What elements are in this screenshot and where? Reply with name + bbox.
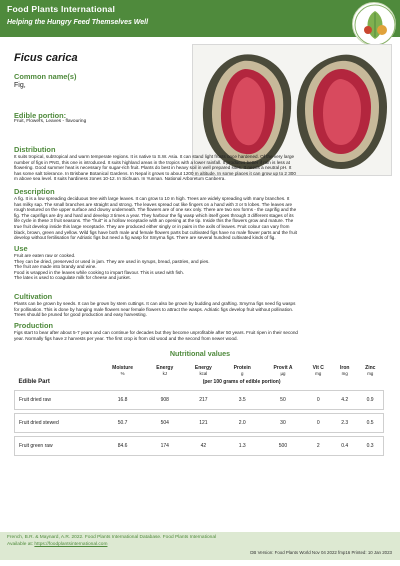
description-line: develop without fertilisation for Adriatic figs but need a fig wasp for Smyrna figs. There are several hundred cultivated kinds of fig.	[14, 235, 276, 241]
value-cell: 2.3	[332, 413, 357, 432]
col-header	[100, 364, 146, 378]
col-header	[223, 364, 262, 378]
description-line: has milky sap. The small branches are straight and strong. The leaves spread out like fingers on a hand with 3 or 5 lobes. The leaves are	[14, 201, 293, 207]
col-name: Protein	[233, 365, 251, 371]
col-unit: g	[240, 371, 244, 376]
col-name: Zinc	[365, 365, 376, 371]
fpi-logo	[352, 2, 396, 46]
col-name: Iron	[339, 365, 350, 371]
col-unit: mg	[341, 371, 348, 376]
cultivation-line: Plants can be grown by seeds. It can be grown by stem cuttings. It can also be grown by budding and grafting. Smyrna figs need fig wasps	[14, 301, 296, 306]
edible-part-cell: Fruit dried stewed	[15, 413, 100, 432]
organization-name: Food Plants International	[7, 4, 116, 14]
use-line: Food is wrapped in the leaves while cooking to impart flavour. This is used with fish.	[14, 269, 184, 275]
distribution-heading: Distribution	[14, 145, 56, 154]
description-line: A fig. It is a low spreading deciduous tree with large leaves. It can grow to 10 m high. Trees are widely spreading with many branches. It	[14, 196, 290, 201]
fig-half-right	[297, 55, 387, 169]
col-header	[332, 364, 357, 378]
value-cell: 0	[304, 413, 332, 432]
distribution-line: flowering. Good summer heat is necessary for sugar-rich fruit. Plants do best in heavy soil in well prepared sites. It needs a neutral pH. It	[14, 165, 292, 171]
edible-part-cell: Fruit dried raw	[15, 390, 100, 409]
value-cell: 121	[184, 413, 223, 432]
value-cell: 3.5	[223, 390, 262, 409]
table-row	[15, 436, 384, 455]
use-line: The fruit are made into brandy and wine.	[14, 264, 97, 270]
nutrition-title: Nutritional values	[169, 349, 231, 358]
col-header	[357, 364, 383, 378]
use-line: The latex is used to coagulate milk for cheese and junket.	[14, 275, 131, 281]
col-header	[145, 364, 184, 378]
page-footer	[0, 532, 400, 560]
description-text	[14, 196, 390, 241]
value-cell: 2.0	[223, 413, 262, 432]
value-cell: 16.8	[100, 390, 146, 409]
website-link[interactable]: https://foodplantsinternational.com	[34, 542, 108, 547]
edible-portion-heading: Edible portion:	[14, 111, 67, 120]
value-cell: 0.9	[357, 390, 383, 409]
plant-name: Ficus carica	[14, 52, 78, 64]
value-cell: 0.3	[357, 436, 383, 455]
tagline: Helping the Hungry Feed Themselves Well	[7, 19, 149, 26]
col-unit: kJ	[162, 371, 167, 376]
cultivation-heading: Cultivation	[14, 292, 53, 301]
cultivation-text	[14, 301, 390, 318]
col-header	[304, 364, 332, 378]
col-unit: %	[120, 371, 125, 376]
common-names-heading: Common name(s)	[14, 72, 77, 81]
value-cell: 30	[262, 413, 304, 432]
value-cell: 908	[145, 390, 184, 409]
distribution-text	[14, 154, 390, 182]
col-unit: mg	[315, 371, 322, 376]
value-cell: 504	[145, 413, 184, 432]
distribution-line: It suits tropical, subtropical and warm temperate regions. It is native to S.W. Asia. It can stand light frosts once hardened. Of the very large	[14, 154, 295, 159]
distribution-line: has some salt tolerance. In Brisbane Botanical Gardens. In Nepal it grows to about 1200 m altitude. In some places it can grow up to 2 300	[14, 170, 296, 176]
availability	[7, 542, 107, 547]
col-name: Vit C	[312, 365, 324, 371]
col-unit: kcal	[199, 371, 208, 376]
value-cell: 0.4	[332, 436, 357, 455]
table-row	[15, 390, 384, 409]
nutrition-table	[14, 364, 384, 456]
edible-part-cell: Fruit green raw	[15, 436, 100, 455]
cultivation-line: Trees should be pruned for good production and easy harvesting.	[14, 312, 147, 318]
col-header	[262, 364, 304, 378]
distribution-line: number of figs in PNG, this one is introduced. It suits highland areas in the tropics with a lower rainfall. It produces better if rain is less at	[14, 159, 291, 165]
use-heading: Use	[14, 244, 28, 253]
value-cell: 174	[145, 436, 184, 455]
value-cell: 1.3	[223, 436, 262, 455]
edible-part-header: Edible Part	[18, 379, 50, 385]
use-text	[14, 253, 390, 281]
value-cell: 0	[304, 390, 332, 409]
col-unit: mg	[367, 371, 374, 376]
value-cell: 84.6	[100, 436, 146, 455]
col-header	[184, 364, 223, 378]
description-line: black, brown, green and yellow. Wild figs have both male and female flowers parts but cultivated figs have no male flower parts and the fruit	[14, 229, 297, 235]
col-unit: µg	[280, 371, 286, 376]
description-heading: Description	[14, 187, 55, 196]
col-name: Moisture	[112, 365, 133, 371]
value-cell: 50	[262, 390, 304, 409]
description-line: rough textured on the upper surface and downy underneath. The flowers are of one sex only. There are two sex forms - the caprifig and the	[14, 207, 297, 213]
value-cell: 500	[262, 436, 304, 455]
production-line: year. Normally figs have 2 harvests per year. The first crop is from old wood and the second from newer wood.	[14, 335, 238, 341]
production-text	[14, 330, 390, 341]
value-cell: 0.5	[357, 413, 383, 432]
table-row	[15, 413, 384, 432]
value-cell: 42	[184, 436, 223, 455]
value-cell: 4.2	[332, 390, 357, 409]
page-header	[0, 0, 400, 37]
edible-portion-value: Fruit, Flowers, Leaves - flavouring	[14, 119, 87, 124]
col-name: Energy	[194, 365, 212, 371]
nutrition-header-row	[15, 364, 384, 378]
use-line: They can be dried, preserved or used in jam. They are used in syrups, bread, pastries, and pies.	[14, 258, 210, 264]
col-name: Provit A	[273, 365, 293, 371]
use-line: Fruit are eaten raw or cooked.	[14, 253, 76, 258]
version-info: DB Version: Food Plants World Nov 04 2022 fmp16 Printed: 10 Jan 2023	[250, 550, 392, 555]
description-line: true fruit develop inside this large receptacle. They are produced either singly or in pairs in the axils of leaves. Fruit colour can vary from	[14, 223, 290, 229]
value-cell: 217	[184, 390, 223, 409]
value-cell: 2	[304, 436, 332, 455]
description-line: life cycle in these 3 fruit seasons. The "fruit" is a hollow receptacle with an opening at the tip. Inside this the flowers grow and mature. The	[14, 218, 294, 224]
common-names-value: Fig,	[14, 82, 26, 89]
citation: French, B.R. & Maynard, A.R. 2022. Food Plants International Database. Food Plants International	[7, 535, 217, 540]
available-label: Available at:	[7, 542, 35, 547]
col-name: Energy	[156, 365, 174, 371]
description-line: fig. The caprifigs are dry and hard and develop 3 times a year. They harbour the fig wasp which itself goes through 3 different stages of its	[14, 212, 294, 218]
production-line: Figs start to bear after about 5-7 years and can continue for decades but they become unprofitable after 50 years. Fruit ripen in their second	[14, 330, 298, 335]
production-heading: Production	[14, 321, 54, 330]
distribution-line: m above sea level. It suits hardiness zones 10-12. In Sichuan. In Yunnan. National Arboretum Canberra.	[14, 176, 226, 182]
value-cell: 50.7	[100, 413, 146, 432]
cultivation-line: for pollination. This is done by hanging male flowers near female flowers to attract the wasps. Adriatic figs develop fruit without pollination.	[14, 306, 294, 312]
per-100g-note: (per 100 grams of edible portion)	[202, 379, 281, 385]
